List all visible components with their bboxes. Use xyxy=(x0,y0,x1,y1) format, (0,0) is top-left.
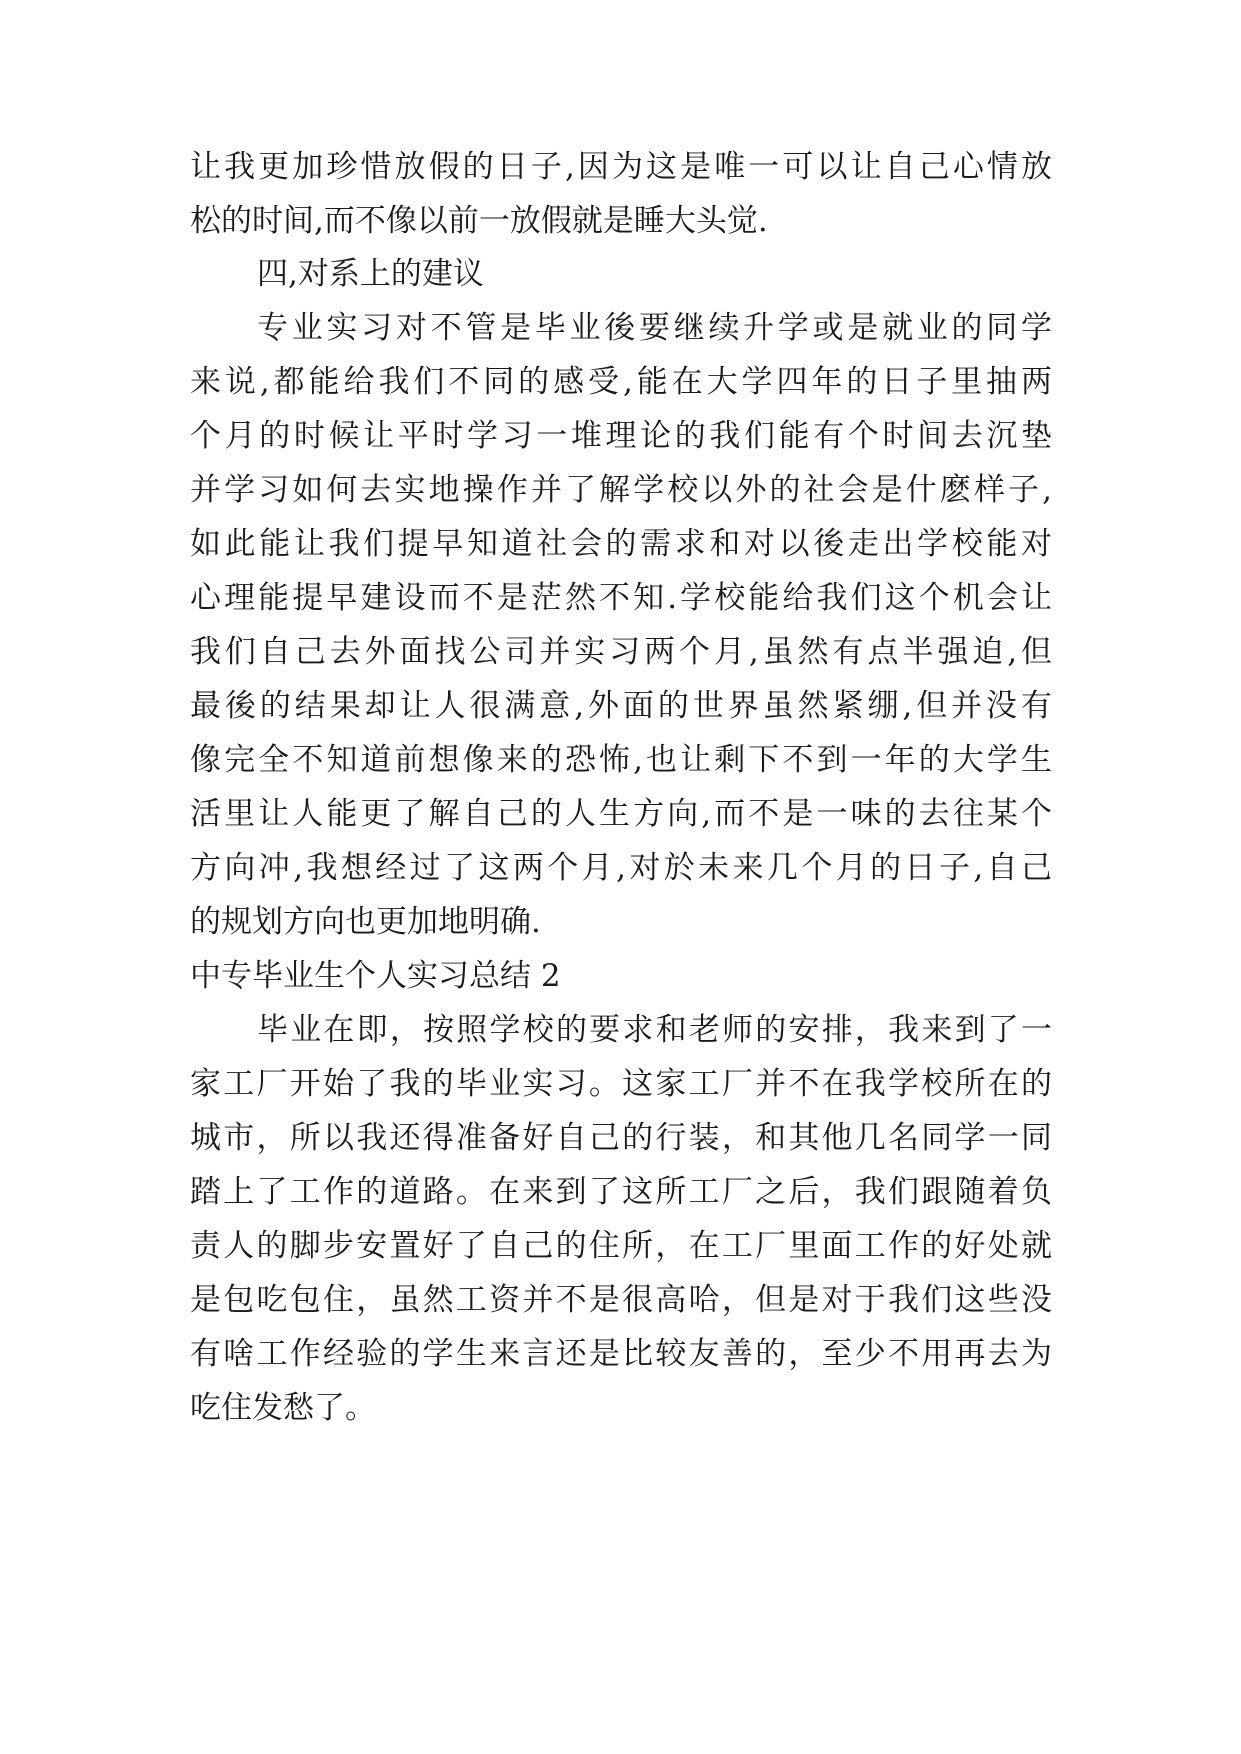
paragraph-line: 心理能提早建设而不是茫然不知.学校能给我们这个机会让 xyxy=(190,580,1052,616)
paragraph-line: 是包吃包住，虽然工资并不是很高哈，但是对于我们这些没 xyxy=(190,1282,1052,1318)
paragraph-line: 我们自己去外面找公司并实习两个月,虽然有点半强迫,但 xyxy=(190,634,1052,670)
paragraph-line: 城市，所以我还得准备好自己的行装，和其他几名同学一同 xyxy=(190,1120,1052,1156)
paragraph-line: 个月的时候让平时学习一堆理论的我们能有个时间去沉垫 xyxy=(190,418,1052,454)
paragraph-line: 踏上了工作的道路。在来到了这所工厂之后，我们跟随着负 xyxy=(190,1174,1052,1210)
paragraph-line: 吃住发愁了。 xyxy=(190,1390,376,1426)
paragraph-line: 毕业在即，按照学校的要求和老师的安排，我来到了一 xyxy=(257,1012,1052,1048)
paragraph-line: 像完全不知道前想像来的恐怖,也让剩下不到一年的大学生 xyxy=(190,742,1052,778)
paragraph-line: 责人的脚步安置好了自己的住所，在工厂里面工作的好处就 xyxy=(190,1228,1052,1264)
paragraph-line: 来说,都能给我们不同的感受,能在大学四年的日子里抽两 xyxy=(190,364,1052,400)
section-heading: 四,对系上的建议 xyxy=(257,256,484,292)
paragraph-line: 并学习如何去实地操作并了解学校以外的社会是什麽样子, xyxy=(190,472,1052,508)
section-title: 中专毕业生个人实习总结 2 xyxy=(190,958,561,994)
paragraph-line: 专业实习对不管是毕业後要继续升学或是就业的同学 xyxy=(257,310,1052,346)
paragraph-line: 有啥工作经验的学生来言还是比较友善的，至少不用再去为 xyxy=(190,1336,1052,1372)
paragraph-line: 方向冲,我想经过了这两个月,对於未来几个月的日子,自己 xyxy=(190,850,1052,886)
paragraph-line: 最後的结果却让人很满意,外面的世界虽然紧绷,但并没有 xyxy=(190,688,1052,724)
paragraph-line: 让我更加珍惜放假的日子,因为这是唯一可以让自己心情放 xyxy=(190,149,1052,185)
paragraph-line: 松的时间,而不像以前一放假就是睡大头觉. xyxy=(190,203,768,239)
paragraph-line: 活里让人能更了解自己的人生方向,而不是一味的去往某个 xyxy=(190,796,1052,832)
paragraph-line: 如此能让我们提早知道社会的需求和对以後走出学校能对 xyxy=(190,526,1052,562)
paragraph-line: 家工厂开始了我的毕业实习。这家工厂并不在我学校所在的 xyxy=(190,1066,1052,1102)
paragraph-line: 的规划方向也更加地明确. xyxy=(190,904,541,940)
